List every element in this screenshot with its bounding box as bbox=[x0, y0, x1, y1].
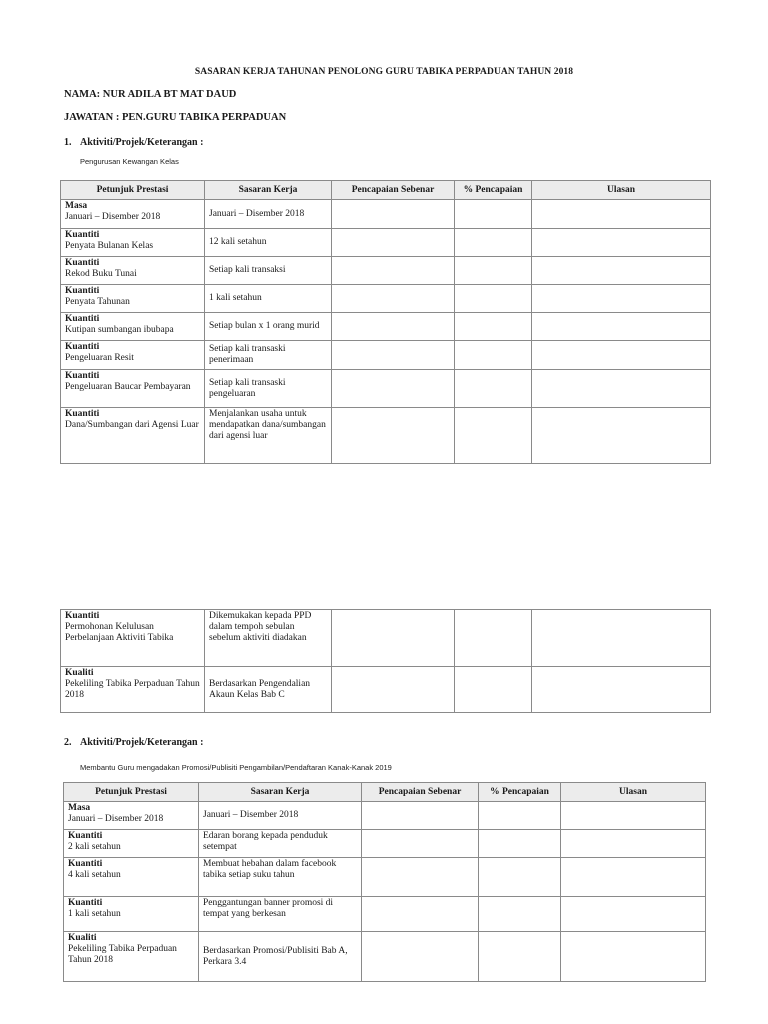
row-label: Kuantiti bbox=[65, 409, 100, 419]
percent-cell[interactable] bbox=[479, 932, 561, 982]
percent-cell[interactable] bbox=[479, 858, 561, 897]
actual-cell[interactable] bbox=[332, 313, 455, 341]
actual-cell[interactable] bbox=[332, 370, 455, 408]
section1-number: 1. bbox=[64, 137, 72, 148]
table-row bbox=[61, 313, 711, 341]
table-row bbox=[61, 200, 711, 229]
section1-heading bbox=[64, 137, 203, 148]
remarks-cell[interactable] bbox=[561, 802, 706, 830]
actual-cell[interactable] bbox=[332, 610, 455, 667]
table-row bbox=[61, 229, 711, 257]
actual-cell[interactable] bbox=[332, 257, 455, 285]
remarks-cell[interactable] bbox=[532, 610, 711, 667]
remarks-cell[interactable] bbox=[532, 200, 711, 229]
table-row bbox=[61, 667, 711, 713]
column-header: Sasaran Kerja bbox=[205, 181, 332, 200]
row-label: Masa bbox=[65, 201, 88, 211]
percent-cell[interactable] bbox=[455, 341, 532, 370]
column-header: Ulasan bbox=[561, 783, 706, 802]
row-target: 1 kali setahun bbox=[205, 285, 332, 313]
remarks-cell[interactable] bbox=[532, 408, 711, 464]
row-item: Pengeluaran Resit bbox=[65, 353, 134, 363]
row-target: Membuat hebahan dalam facebook tabika setiap suku tahun bbox=[199, 858, 362, 897]
percent-cell[interactable] bbox=[455, 667, 532, 713]
row-item: Dana/Sumbangan dari Agensi Luar bbox=[65, 420, 199, 430]
actual-cell[interactable] bbox=[362, 830, 479, 858]
row-target: Setiap kali transaski pengeluaran bbox=[205, 370, 332, 408]
table-row bbox=[64, 932, 706, 982]
row-label: Kuantiti bbox=[65, 342, 100, 352]
column-header: % Pencapaian bbox=[455, 181, 532, 200]
actual-cell[interactable] bbox=[362, 858, 479, 897]
row-item: Pengeluaran Baucar Pembayaran bbox=[65, 382, 191, 392]
table-row bbox=[61, 370, 711, 408]
table-row bbox=[64, 858, 706, 897]
row-label: Kuantiti bbox=[68, 831, 103, 841]
row-target: Dikemukakan kepada PPD dalam tempoh sebulan sebelum aktiviti diadakan bbox=[205, 610, 332, 667]
actual-cell[interactable] bbox=[332, 408, 455, 464]
section2-heading-text: Aktiviti/Projek/Keterangan : bbox=[80, 737, 204, 748]
actual-cell[interactable] bbox=[362, 932, 479, 982]
percent-cell[interactable] bbox=[479, 802, 561, 830]
remarks-cell[interactable] bbox=[561, 830, 706, 858]
row-item: 4 kali setahun bbox=[68, 870, 121, 880]
row-label: Kuantiti bbox=[65, 286, 100, 296]
row-item: Rekod Buku Tunai bbox=[65, 269, 137, 279]
remarks-cell[interactable] bbox=[561, 932, 706, 982]
table-header-row bbox=[61, 181, 711, 200]
name-line: NAMA: NUR ADILA BT MAT DAUD bbox=[64, 89, 237, 100]
row-item: Januari – Disember 2018 bbox=[65, 212, 161, 222]
percent-cell[interactable] bbox=[455, 229, 532, 257]
table-row bbox=[61, 408, 711, 464]
actual-cell[interactable] bbox=[332, 341, 455, 370]
actual-cell[interactable] bbox=[332, 667, 455, 713]
percent-cell[interactable] bbox=[455, 313, 532, 341]
remarks-cell[interactable] bbox=[532, 313, 711, 341]
row-label: Kualiti bbox=[65, 668, 94, 678]
table-row bbox=[61, 610, 711, 667]
percent-cell[interactable] bbox=[479, 830, 561, 858]
row-label: Kuantiti bbox=[65, 371, 100, 381]
column-header: Pencapaian Sebenar bbox=[362, 783, 479, 802]
percent-cell[interactable] bbox=[455, 285, 532, 313]
row-item: Permohonan Kelulusan Perbelanjaan Aktiviti Tabika bbox=[65, 622, 174, 643]
section2-heading bbox=[64, 737, 203, 748]
row-label: Kualiti bbox=[68, 933, 97, 943]
table-row bbox=[64, 802, 706, 830]
row-target: Januari – Disember 2018 bbox=[199, 802, 362, 830]
row-item: Kutipan sumbangan ibubapa bbox=[65, 325, 174, 335]
row-item: 2 kali setahun bbox=[68, 842, 121, 852]
actual-cell[interactable] bbox=[362, 802, 479, 830]
row-label: Kuantiti bbox=[65, 611, 100, 621]
remarks-cell[interactable] bbox=[532, 341, 711, 370]
section2-number: 2. bbox=[64, 737, 72, 748]
percent-cell[interactable] bbox=[455, 257, 532, 285]
section1-continued-table bbox=[60, 609, 711, 713]
row-target: Setiap bulan x 1 orang murid bbox=[205, 313, 332, 341]
column-header: Sasaran Kerja bbox=[199, 783, 362, 802]
section1-heading-text: Aktiviti/Projek/Keterangan : bbox=[80, 137, 204, 148]
section1-subtitle: Pengurusan Kewangan Kelas bbox=[80, 157, 179, 166]
column-header: Petunjuk Prestasi bbox=[61, 181, 205, 200]
row-label: Masa bbox=[68, 803, 91, 813]
column-header: Ulasan bbox=[532, 181, 711, 200]
row-target: 12 kali setahun bbox=[205, 229, 332, 257]
row-label: Kuantiti bbox=[68, 898, 103, 908]
table-row bbox=[61, 285, 711, 313]
column-header: Pencapaian Sebenar bbox=[332, 181, 455, 200]
table-header-row bbox=[64, 783, 706, 802]
table-row bbox=[61, 341, 711, 370]
row-item: Penyata Tahunan bbox=[65, 297, 130, 307]
row-target: Berdasarkan Pengendalian Akaun Kelas Bab C bbox=[205, 667, 332, 713]
row-target: Menjalankan usaha untuk mendapatkan dana/sumbangan dari agensi luar bbox=[205, 408, 332, 464]
row-target: Berdasarkan Promosi/Publisiti Bab A, Perkara 3.4 bbox=[199, 932, 362, 982]
row-target: Setiap kali transaski penerimaan bbox=[205, 341, 332, 370]
table-row bbox=[61, 257, 711, 285]
actual-cell[interactable] bbox=[362, 897, 479, 932]
actual-cell[interactable] bbox=[332, 229, 455, 257]
section1-table bbox=[60, 180, 711, 464]
percent-cell[interactable] bbox=[479, 897, 561, 932]
position-line: JAWATAN : PEN.GURU TABIKA PERPADUAN bbox=[64, 112, 287, 123]
row-target: Setiap kali transaksi bbox=[205, 257, 332, 285]
column-header: % Pencapaian bbox=[479, 783, 561, 802]
row-target: Januari – Disember 2018 bbox=[205, 200, 332, 229]
row-label: Kuantiti bbox=[65, 230, 100, 240]
row-item: Pekeliling Tabika Perpaduan Tahun 2018 bbox=[65, 679, 200, 700]
percent-cell[interactable] bbox=[455, 370, 532, 408]
remarks-cell[interactable] bbox=[561, 858, 706, 897]
row-item: Januari – Disember 2018 bbox=[68, 814, 164, 824]
percent-cell[interactable] bbox=[455, 408, 532, 464]
section2-subtitle: Membantu Guru mengadakan Promosi/Publisiti Pengambilan/Pendaftaran Kanak-Kanak 2019 bbox=[80, 763, 392, 772]
remarks-cell[interactable] bbox=[532, 257, 711, 285]
row-label: Kuantiti bbox=[65, 258, 100, 268]
percent-cell[interactable] bbox=[455, 200, 532, 229]
row-item: 1 kali setahun bbox=[68, 909, 121, 919]
actual-cell[interactable] bbox=[332, 285, 455, 313]
remarks-cell[interactable] bbox=[532, 667, 711, 713]
remarks-cell[interactable] bbox=[532, 285, 711, 313]
document-title: SASARAN KERJA TAHUNAN PENOLONG GURU TABIKA PERPADUAN TAHUN 2018 bbox=[194, 67, 574, 77]
table-row bbox=[64, 897, 706, 932]
row-target: Penggantungan banner promosi di tempat yang berkesan bbox=[199, 897, 362, 932]
remarks-cell[interactable] bbox=[532, 229, 711, 257]
row-item: Penyata Bulanan Kelas bbox=[65, 241, 154, 251]
row-label: Kuantiti bbox=[68, 859, 103, 869]
row-item: Pekeliling Tabika Perpaduan Tahun 2018 bbox=[68, 944, 177, 965]
percent-cell[interactable] bbox=[455, 610, 532, 667]
row-target: Edaran borang kepada penduduk setempat bbox=[199, 830, 362, 858]
remarks-cell[interactable] bbox=[532, 370, 711, 408]
section2-table bbox=[63, 782, 706, 982]
remarks-cell[interactable] bbox=[561, 897, 706, 932]
actual-cell[interactable] bbox=[332, 200, 455, 229]
column-header: Petunjuk Prestasi bbox=[64, 783, 199, 802]
table-row bbox=[64, 830, 706, 858]
row-label: Kuantiti bbox=[65, 314, 100, 324]
